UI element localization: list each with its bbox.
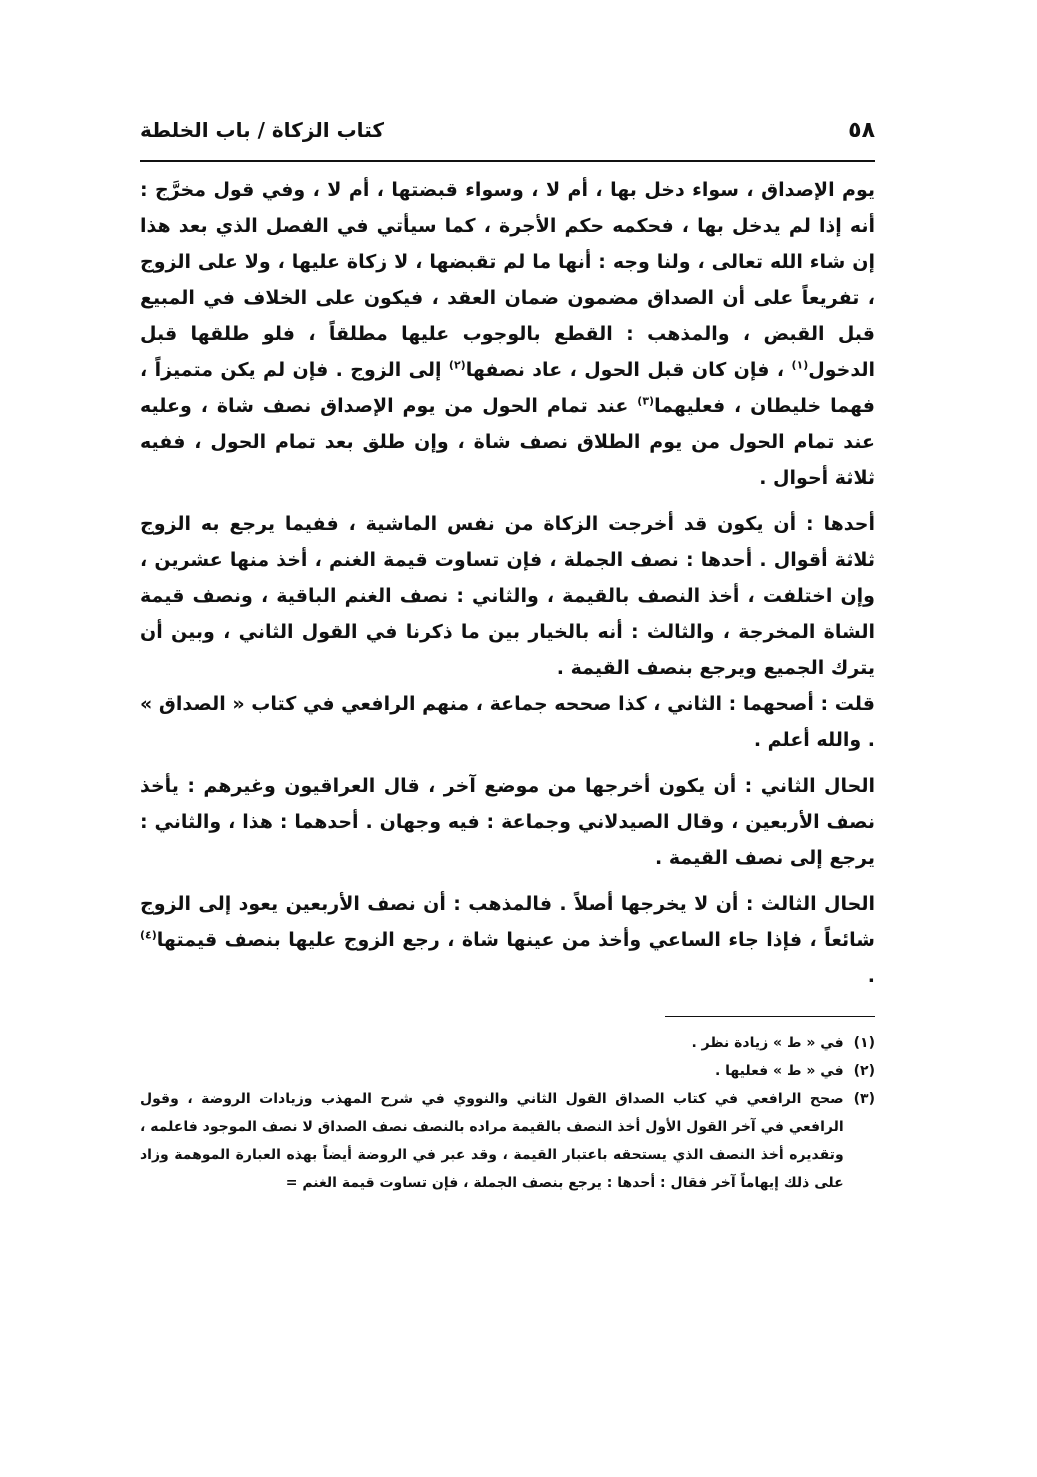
paragraph-lead: أحدها [823, 513, 875, 535]
footnote-text: صحح الرافعي في كتاب الصداق القول الثاني والنووي في شرح المهذب وزيادات الروضة ، وقول الرافعي في آخر القول الأول أخذ النصف بالقيمة مراده بالنصف نصف الصداق لا نصف الموجود فاعلمه ، وتقديره أخذ النصف الذي يستحقه باعتبار القيمة ، وقد عبر في الروضة أيضاً بهذه العبارة الموهمة وزاد على ذلك إيهاماً آخر فقال : أحدها : يرجع بنصف الجملة ، فإن تساوت قيمة الغنم = [140, 1091, 844, 1191]
footnotes [140, 1029, 875, 1197]
paragraph-lead: الحال الثالث [760, 893, 875, 915]
paragraph-4 [140, 768, 875, 876]
main-text [140, 172, 875, 994]
footnote-rule [665, 1016, 875, 1017]
paragraph-3 [140, 686, 875, 758]
page-header [140, 118, 875, 154]
footnote-ref-3: (٣) [637, 394, 655, 408]
paragraph-5 [140, 886, 875, 994]
page-number: ٥٨ [848, 118, 875, 143]
text-segment: : أن لا يخرجها أصلاً . فالمذهب : أن نصف الأربعين يعود إلى الزوج شائعاً ، فإذا جاء الساعي وأخذ من عينها شاة ، رجع الزوج عليها بنصف قيمتها [140, 893, 875, 951]
paragraph-1 [140, 172, 875, 496]
paragraph-lead: الحال الثاني [760, 775, 875, 797]
footnote-ref-2: (٢) [448, 358, 466, 372]
footnote-ref-4: (٤) [140, 928, 157, 942]
text-segment: عند تمام الحول من يوم الإصداق نصف شاة ، وعليه عند تمام الحول من يوم الطلاق نصف شاة ، وإن طلق بعد تمام الحول ، ففيه ثلاثة أحوال . [140, 395, 875, 489]
paragraph-lead: قلت [834, 693, 875, 715]
header-rule [140, 160, 875, 162]
footnote-number: (١) [853, 1035, 875, 1051]
footnote-1 [140, 1029, 875, 1057]
footnote-text: في « ط » زيادة نظر . [691, 1035, 844, 1051]
text-segment: إلى الزوج . فإن لم يكن متميزاً ، فهما خليطان ، فعليهما [140, 359, 875, 417]
footnote-number: (٢) [853, 1063, 875, 1079]
text-segment: : أن يكون قد أخرجت الزكاة من نفس الماشية ، ففيما يرجع به الزوج ثلاثة أقوال . أحدها : نصف الجملة ، فإن تساوت قيمة الغنم ، أخذ منها عشرين ، وإن اختلفت ، أخذ النصف بالقيمة ، والثاني : نصف الغنم الباقية ، ونصف قيمة الشاة المخرجة ، والثالث : أنه بالخيار بين ما ذكرنا في القول الثاني ، وبين أن يترك الجميع ويرجع بنصف القيمة . [140, 513, 875, 679]
footnote-3 [140, 1085, 875, 1197]
text-segment: ، فإن كان قبل الحول ، عاد نصفها [465, 359, 792, 381]
book-page [140, 118, 875, 1348]
running-title: كتاب الزكاة / باب الخلطة [140, 118, 384, 142]
footnote-ref-1: (١) [791, 358, 809, 372]
footnote-2 [140, 1057, 875, 1085]
text-segment: يوم الإصداق ، سواء دخل بها ، أم لا ، وسواء قبضتها ، أم لا ، وفي قول مخرَّج : أنه إذا لم يدخل بها ، فحكمه حكم الأجرة ، كما سيأتي في الفصل الذي بعد هذا إن شاء الله تعالى ، ولنا وجه : أنها ما لم تقبضها ، لا زكاة عليها ، ولا على الزوج ، تفريعاً على أن الصداق مضمون ضمان العقد ، فيكون على الخلاف في المبيع قبل القبض ، والمذهب : القطع بالوجوب عليها مطلقاً ، فلو طلقها قبل الدخول [140, 179, 875, 381]
text-segment: : أن يكون أخرجها من موضع آخر ، قال العراقيون وغيرهم : يأخذ نصف الأربعين ، وقال الصيدلاني وجماعة : فيه وجهان . أحدهما : هذا ، والثاني : يرجع إلى نصف القيمة . [140, 775, 875, 869]
footnote-text: في « ط » فعليها . [714, 1063, 844, 1079]
text-segment: . [867, 965, 875, 987]
paragraph-2 [140, 506, 875, 686]
text-segment: : أصحهما : الثاني ، كذا صححه جماعة ، منهم الرافعي في كتاب « الصداق » . والله أعلم . [140, 693, 875, 751]
footnote-number: (٣) [853, 1091, 875, 1107]
